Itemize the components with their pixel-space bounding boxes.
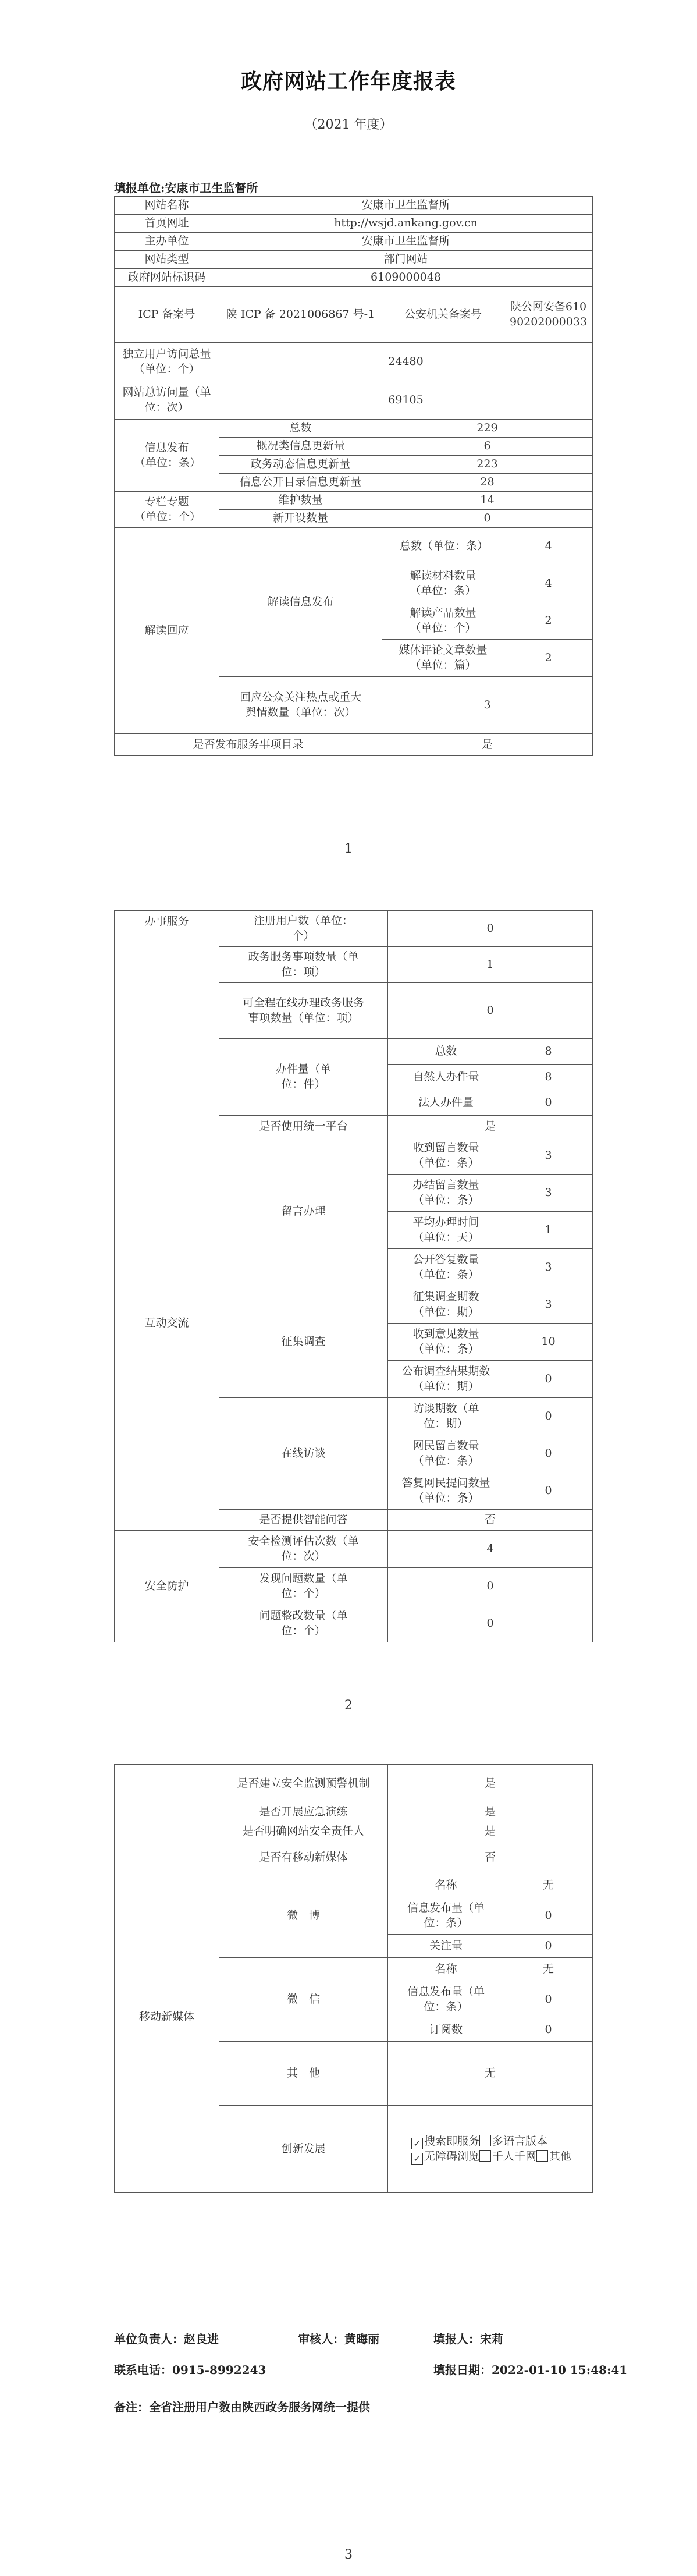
page-number-2: 2 xyxy=(344,1698,353,1713)
innovation-options xyxy=(388,2106,593,2193)
message-handling-label: 留言办理 xyxy=(219,1137,388,1286)
page-views-label: 网站总访问量（单位：次） xyxy=(115,381,219,420)
security-owner-label: 是否明确网站安全责任人 xyxy=(219,1822,388,1841)
checkbox-icon[interactable]: ✓ xyxy=(411,2153,423,2165)
table-page1 xyxy=(114,196,593,756)
interp-media-value: 2 xyxy=(504,640,593,677)
cases-label: 办件量（单位：件） xyxy=(219,1039,388,1116)
warning-mechanism-value: 是 xyxy=(388,1765,593,1803)
column-new-label: 新开设数量 xyxy=(219,510,382,528)
service-list-value: 是 xyxy=(382,734,593,756)
wechat-subs-label: 订阅数 xyxy=(388,2018,504,2042)
sponsor-value: 安康市卫生监督所 xyxy=(219,233,593,251)
option-other[interactable]: 其他 xyxy=(536,2150,571,2163)
checkbox-icon[interactable] xyxy=(479,2135,491,2146)
unified-platform-value: 是 xyxy=(388,1116,593,1137)
interp-material-value: 4 xyxy=(504,565,593,602)
wechat-name-value: 无 xyxy=(504,1958,593,1981)
weibo-label: 微 博 xyxy=(219,1874,388,1958)
wechat-label: 微 信 xyxy=(219,1958,388,2042)
wechat-posts-value: 0 xyxy=(504,1981,593,2018)
info-total-label: 总数 xyxy=(219,420,382,438)
service-items-value: 1 xyxy=(388,947,593,983)
police-record-label: 公安机关备案号 xyxy=(382,287,504,343)
wechat-subs-value: 0 xyxy=(504,2018,593,2042)
sponsor-label: 主办单位 xyxy=(115,233,219,251)
interp-response-label: 解读回应 xyxy=(115,528,219,734)
interp-product-value: 2 xyxy=(504,602,593,640)
msg-recv-label: 收到留言数量（单位：条） xyxy=(388,1137,504,1175)
msg-pub-label: 公开答复数量（单位：条） xyxy=(388,1249,504,1286)
site-code-label: 政府网站标识码 xyxy=(115,269,219,287)
remarks: 备注：全省注册用户数由陕西政务服务网统一提供 xyxy=(114,2400,370,2414)
cases-legal-value: 0 xyxy=(504,1090,593,1116)
security-owner-value: 是 xyxy=(388,1822,593,1841)
online-interview-label: 在线访谈 xyxy=(219,1398,388,1510)
online-items-value: 0 xyxy=(388,983,593,1039)
weibo-posts-value: 0 xyxy=(504,1897,593,1935)
weibo-follow-value: 0 xyxy=(504,1935,593,1958)
reviewer: 审核人：黄晦丽 xyxy=(298,2332,379,2346)
wechat-posts-label: 信息发布量（单位：条） xyxy=(388,1981,504,2018)
homepage-value: http://wsjd.ankang.gov.cn xyxy=(219,215,593,233)
weibo-name-value: 无 xyxy=(504,1874,593,1897)
security-checks-value: 4 xyxy=(388,1531,593,1568)
info-catalog-value: 28 xyxy=(382,474,593,492)
wechat-name-label: 名称 xyxy=(388,1958,504,1981)
icp-label: ICP 备案号 xyxy=(115,287,219,343)
unique-visitors-label: 独立用户访问总量（单位：个） xyxy=(115,343,219,381)
info-catalog-label: 信息公开目录信息更新量 xyxy=(219,474,382,492)
warning-mechanism-label: 是否建立安全监测预警机制 xyxy=(219,1765,388,1803)
interp-hot-label: 回应公众关注热点或重大舆情数量（单位：次） xyxy=(219,677,382,734)
unique-visitors-value: 24480 xyxy=(219,343,593,381)
other-media-value: 无 xyxy=(388,2042,593,2106)
cases-total-label: 总数 xyxy=(388,1039,504,1065)
weibo-name-label: 名称 xyxy=(388,1874,504,1897)
issues-found-value: 0 xyxy=(388,1568,593,1605)
option-multilingual[interactable]: 多语言版本 xyxy=(479,2135,547,2148)
icp-value: 陕 ICP 备 2021006867 号-1 xyxy=(219,287,382,343)
report-year: （2021 年度） xyxy=(304,118,393,132)
filling-unit: 填报单位:安康市卫生监督所 xyxy=(114,181,258,195)
interview-periods-label: 访谈期数（单位：期） xyxy=(388,1398,504,1435)
cases-natural-label: 自然人办件量 xyxy=(388,1065,504,1090)
info-overview-label: 概况类信息更新量 xyxy=(219,438,382,456)
security-cont-label xyxy=(115,1765,219,1841)
mobile-media-label: 移动新媒体 xyxy=(115,1841,219,2193)
interview-messages-label: 网民留言数量（单位：条） xyxy=(388,1435,504,1472)
weibo-follow-label: 关注量 xyxy=(388,1935,504,1958)
site-name-label: 网站名称 xyxy=(115,197,219,215)
info-dynamic-value: 223 xyxy=(382,456,593,474)
column-maint-label: 维护数量 xyxy=(219,492,382,510)
checkbox-icon[interactable]: ✓ xyxy=(411,2138,423,2149)
option-search-service[interactable]: ✓ 搜索即服务 xyxy=(411,2135,479,2148)
cases-natural-value: 8 xyxy=(504,1065,593,1090)
interaction-label: 互动交流 xyxy=(115,1116,219,1531)
cases-total-value: 8 xyxy=(504,1039,593,1065)
interview-answers-value: 0 xyxy=(504,1472,593,1510)
interp-publish-label: 解读信息发布 xyxy=(219,528,382,677)
issues-fixed-value: 0 xyxy=(388,1605,593,1642)
homepage-label: 首页网址 xyxy=(115,215,219,233)
interp-hot-value: 3 xyxy=(382,677,593,734)
police-record-value: 陕公网安备61090202000033 xyxy=(504,287,593,343)
column-maint-value: 14 xyxy=(382,492,593,510)
table-page2 xyxy=(114,910,593,1642)
smart-qa-label: 是否提供智能问答 xyxy=(219,1510,388,1531)
reg-users-label: 注册用户数（单位：个） xyxy=(219,911,388,947)
msg-pub-value: 3 xyxy=(504,1249,593,1286)
survey-label: 征集调查 xyxy=(219,1286,388,1398)
info-publish-label: 信息发布（单位：条） xyxy=(115,420,219,492)
reg-users-value: 0 xyxy=(388,911,593,947)
msg-recv-value: 3 xyxy=(504,1137,593,1175)
option-accessible[interactable]: ✓ 无障碍浏览 xyxy=(411,2150,479,2163)
weibo-posts-label: 信息发布量（单位：条） xyxy=(388,1897,504,1935)
site-name-value: 安康市卫生监督所 xyxy=(219,197,593,215)
smart-qa-value: 否 xyxy=(388,1510,593,1531)
survey-results-value: 0 xyxy=(504,1361,593,1398)
page-views-value: 69105 xyxy=(219,381,593,420)
gov-service-label: 办事服务 xyxy=(115,911,219,1116)
interview-periods-value: 0 xyxy=(504,1398,593,1435)
page-number-1: 1 xyxy=(344,842,353,856)
interp-product-label: 解读产品数量（单位：个） xyxy=(382,602,504,640)
unit-leader: 单位负责人：赵良进 xyxy=(114,2332,219,2346)
page-number-3: 3 xyxy=(344,2547,353,2562)
interp-total-label: 总数（单位：条） xyxy=(382,528,504,565)
site-type-label: 网站类型 xyxy=(115,251,219,269)
survey-opinions-label: 收到意见数量（单位：条） xyxy=(388,1324,504,1361)
interp-material-label: 解读材料数量（单位：条） xyxy=(382,565,504,602)
interview-answers-label: 答复网民提问数量（单位：条） xyxy=(388,1472,504,1510)
has-mobile-label: 是否有移动新媒体 xyxy=(219,1841,388,1874)
service-list-label: 是否发布服务事项目录 xyxy=(115,734,382,756)
table-page3 xyxy=(114,1764,593,2193)
site-type-value: 部门网站 xyxy=(219,251,593,269)
msg-avg-value: 1 xyxy=(504,1212,593,1249)
interp-total-value: 4 xyxy=(504,528,593,565)
checkbox-icon[interactable] xyxy=(536,2150,548,2162)
emergency-drill-value: 是 xyxy=(388,1803,593,1822)
service-items-label: 政务服务事项数量（单位：项） xyxy=(219,947,388,983)
innovation-label: 创新发展 xyxy=(219,2106,388,2193)
issues-fixed-label: 问题整改数量（单位：个） xyxy=(219,1605,388,1642)
report-title: 政府网站工作年度报表 xyxy=(240,70,456,94)
msg-done-value: 3 xyxy=(504,1175,593,1212)
form-filler: 填报人：宋莉 xyxy=(433,2332,503,2346)
info-dynamic-label: 政务动态信息更新量 xyxy=(219,456,382,474)
survey-opinions-value: 10 xyxy=(504,1324,593,1361)
checkbox-icon[interactable] xyxy=(479,2150,491,2162)
cases-legal-label: 法人办件量 xyxy=(388,1090,504,1116)
msg-avg-label: 平均办理时间（单位：天） xyxy=(388,1212,504,1249)
online-items-label: 可全程在线办理政务服务事项数量（单位：项） xyxy=(219,983,388,1039)
msg-done-label: 办结留言数量（单位：条） xyxy=(388,1175,504,1212)
other-media-label: 其 他 xyxy=(219,2042,388,2106)
security-checks-label: 安全检测评估次数（单位：次） xyxy=(219,1531,388,1568)
option-personalized[interactable]: 千人千网 xyxy=(479,2150,536,2163)
survey-results-label: 公布调查结果期数（单位：期） xyxy=(388,1361,504,1398)
info-total-value: 229 xyxy=(382,420,593,438)
security-label: 安全防护 xyxy=(115,1531,219,1642)
survey-periods-label: 征集调查期数（单位：期） xyxy=(388,1286,504,1324)
column-topic-label: 专栏专题（单位：个） xyxy=(115,492,219,528)
issues-found-label: 发现问题数量（单位：个） xyxy=(219,1568,388,1605)
emergency-drill-label: 是否开展应急演练 xyxy=(219,1803,388,1822)
interview-messages-value: 0 xyxy=(504,1435,593,1472)
unified-platform-label: 是否使用统一平台 xyxy=(219,1116,388,1137)
column-new-value: 0 xyxy=(382,510,593,528)
interp-media-label: 媒体评论文章数量（单位：篇） xyxy=(382,640,504,677)
survey-periods-value: 3 xyxy=(504,1286,593,1324)
site-code-value: 6109000048 xyxy=(219,269,593,287)
filling-date: 填报日期：2022-01-10 15:48:41 xyxy=(433,2363,628,2377)
info-overview-value: 6 xyxy=(382,438,593,456)
contact-phone: 联系电话：0915-8992243 xyxy=(114,2363,266,2377)
has-mobile-value: 否 xyxy=(388,1841,593,1874)
